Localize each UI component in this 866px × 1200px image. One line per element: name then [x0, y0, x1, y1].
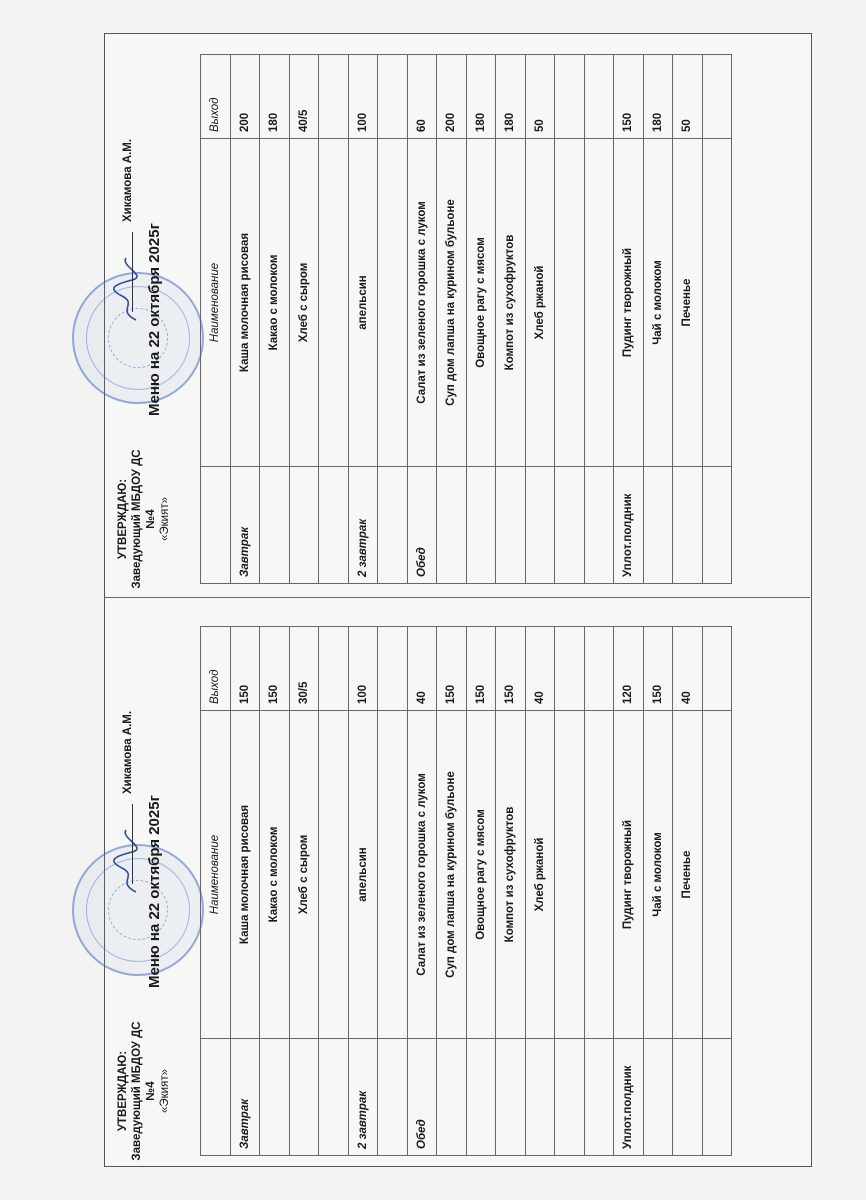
meal-cell: [437, 467, 467, 584]
output-value: 100: [348, 55, 378, 139]
dish-name: Печенье: [673, 711, 703, 1039]
table-row: [555, 627, 585, 1156]
dish-name: [378, 711, 408, 1039]
output-value: 150: [466, 627, 496, 711]
meal-cell: [289, 1039, 319, 1156]
table-row: [260, 627, 290, 1156]
output-value: 40: [407, 627, 437, 711]
output-value: 200: [437, 55, 467, 139]
meal-cell: [378, 1039, 408, 1156]
menu-title: Меню на 22 октября 2025г: [146, 795, 163, 988]
table-row: [496, 55, 526, 584]
dish-name: Печенье: [673, 139, 703, 467]
dish-name: Суп дом лапша на курином бульоне: [437, 139, 467, 467]
table-row: [230, 627, 260, 1156]
meal-cell: [584, 1039, 614, 1156]
output-value: 120: [614, 627, 644, 711]
dish-name: [555, 711, 585, 1039]
dish-name: Салат из зеленого горошка с луком: [407, 711, 437, 1039]
output-value: 180: [466, 55, 496, 139]
output-value: 150: [437, 627, 467, 711]
menu-copy-1: [110, 614, 812, 1166]
meal-cell: [525, 1039, 555, 1156]
output-value: [319, 55, 349, 139]
table-row: [260, 55, 290, 584]
dish-name: [319, 711, 349, 1039]
table-row: [584, 627, 614, 1156]
dish-name: Суп дом лапша на курином бульоне: [437, 711, 467, 1039]
dish-name: Хлеб с сыром: [289, 711, 319, 1039]
meal-cell: Завтрак: [230, 467, 260, 584]
meal-cell: [643, 467, 673, 584]
dish-name: [584, 711, 614, 1039]
output-value: 50: [673, 55, 703, 139]
org-line: Заведующий МБДОУ ДС №4: [131, 1021, 157, 1161]
table-row: [525, 55, 555, 584]
header-output: Выход: [201, 627, 231, 711]
table-row: [702, 627, 732, 1156]
table-row: [378, 627, 408, 1156]
dish-name: [555, 139, 585, 467]
dish-name: апельсин: [348, 139, 378, 467]
meal-cell: [289, 467, 319, 584]
output-value: 40: [525, 627, 555, 711]
meal-cell: [525, 467, 555, 584]
director-name: Хикамова А.М.: [122, 710, 134, 794]
output-value: 100: [348, 627, 378, 711]
table-row: [437, 627, 467, 1156]
table-row: [348, 627, 378, 1156]
output-value: 150: [643, 627, 673, 711]
dish-name: Компот из сухофруктов: [496, 139, 526, 467]
output-value: 50: [525, 55, 555, 139]
meal-cell: Обед: [407, 467, 437, 584]
output-value: 200: [230, 55, 260, 139]
meal-cell: [673, 1039, 703, 1156]
output-value: 40: [673, 627, 703, 711]
meal-cell: [673, 467, 703, 584]
table-row: [466, 55, 496, 584]
menu-title: Меню на 22 октября 2025г: [146, 223, 163, 416]
signature-line: [132, 232, 133, 312]
table-row: [319, 627, 349, 1156]
table-row: [289, 627, 319, 1156]
meal-cell: Уплот.полдник: [614, 467, 644, 584]
meal-cell: [496, 1039, 526, 1156]
output-value: [584, 55, 614, 139]
output-value: 150: [230, 627, 260, 711]
meal-cell: [378, 467, 408, 584]
menu-table: [200, 626, 732, 1156]
header-output: Выход: [201, 55, 231, 139]
signature: [112, 826, 142, 896]
dish-name: [702, 711, 732, 1039]
dish-name: [319, 139, 349, 467]
dish-name: апельсин: [348, 711, 378, 1039]
meal-cell: [555, 1039, 585, 1156]
dish-name: [584, 139, 614, 467]
meal-cell: Уплот.полдник: [614, 1039, 644, 1156]
dish-name: Пудинг творожный: [614, 711, 644, 1039]
output-value: 30/5: [289, 627, 319, 711]
dish-name: Каша молочная рисовая: [230, 711, 260, 1039]
meal-cell: [584, 467, 614, 584]
dish-name: Хлеб ржаной: [525, 711, 555, 1039]
output-value: 180: [643, 55, 673, 139]
table-row: [289, 55, 319, 584]
meal-cell: [466, 467, 496, 584]
table-row: [643, 627, 673, 1156]
meal-cell: [496, 467, 526, 584]
table-row: [496, 627, 526, 1156]
dish-name: Чай с молоком: [643, 139, 673, 467]
output-value: [555, 55, 585, 139]
table-row: [378, 55, 408, 584]
approval-block: [116, 1016, 172, 1166]
signature-line: [132, 804, 133, 884]
table-row: [673, 55, 703, 584]
menu-table: [200, 54, 732, 584]
table-row: [702, 55, 732, 584]
meal-cell: [260, 1039, 290, 1156]
table-row: [230, 55, 260, 584]
meal-cell: [702, 1039, 732, 1156]
signature: [112, 254, 142, 324]
output-value: 150: [614, 55, 644, 139]
output-value: [378, 55, 408, 139]
header-meal: [201, 1039, 231, 1156]
table-header-row: [201, 55, 231, 584]
table-row: [319, 55, 349, 584]
meal-cell: [643, 1039, 673, 1156]
header-meal: [201, 467, 231, 584]
dish-name: Какао с молоком: [260, 139, 290, 467]
dish-name: Хлеб ржаной: [525, 139, 555, 467]
approve-label: УТВЕРЖДАЮ:: [117, 1050, 129, 1132]
meal-cell: [319, 467, 349, 584]
header-name: Наименование: [201, 711, 231, 1039]
meal-cell: [466, 1039, 496, 1156]
dish-name: [702, 139, 732, 467]
table-row: [643, 55, 673, 584]
table-row: [407, 627, 437, 1156]
table-row: [348, 55, 378, 584]
menu-copy-2: [110, 42, 812, 594]
output-value: [702, 55, 732, 139]
table-row: [614, 55, 644, 584]
output-value: 60: [407, 55, 437, 139]
dish-name: Хлеб с сыром: [289, 139, 319, 467]
dish-name: Каша молочная рисовая: [230, 139, 260, 467]
dish-name: [378, 139, 408, 467]
dish-name: Салат из зеленого горошка с луком: [407, 139, 437, 467]
dish-name: Компот из сухофруктов: [496, 711, 526, 1039]
org-line: Заведующий МБДОУ ДС №4: [131, 449, 157, 589]
org-name: «Экият»: [159, 497, 171, 542]
meal-cell: [260, 467, 290, 584]
dish-name: Овощное рагу с мясом: [466, 711, 496, 1039]
org-name: «Экият»: [159, 1069, 171, 1114]
approval-block: [116, 444, 172, 594]
approve-label: УТВЕРЖДАЮ:: [117, 478, 129, 560]
table-row: [584, 55, 614, 584]
meal-cell: Обед: [407, 1039, 437, 1156]
output-value: 40/5: [289, 55, 319, 139]
output-value: [319, 627, 349, 711]
meal-cell: 2 завтрак: [348, 1039, 378, 1156]
table-row: [555, 55, 585, 584]
dish-name: Чай с молоком: [643, 711, 673, 1039]
output-value: [702, 627, 732, 711]
table-row: [673, 627, 703, 1156]
header-name: Наименование: [201, 139, 231, 467]
table-row: [525, 627, 555, 1156]
meal-cell: [555, 467, 585, 584]
meal-cell: [319, 1039, 349, 1156]
table-row: [614, 627, 644, 1156]
director-name: Хикамова А.М.: [122, 138, 134, 222]
output-value: 150: [496, 627, 526, 711]
output-value: 180: [260, 55, 290, 139]
meal-cell: [702, 467, 732, 584]
meal-cell: 2 завтрак: [348, 467, 378, 584]
meal-cell: Завтрак: [230, 1039, 260, 1156]
dish-name: Пудинг творожный: [614, 139, 644, 467]
page-divider: [104, 597, 810, 598]
table-header-row: [201, 627, 231, 1156]
table-row: [466, 627, 496, 1156]
dish-name: Какао с молоком: [260, 711, 290, 1039]
dish-name: Овощное рагу с мясом: [466, 139, 496, 467]
table-row: [407, 55, 437, 584]
output-value: 180: [496, 55, 526, 139]
output-value: [584, 627, 614, 711]
meal-cell: [437, 1039, 467, 1156]
table-row: [437, 55, 467, 584]
output-value: [555, 627, 585, 711]
output-value: [378, 627, 408, 711]
output-value: 150: [260, 627, 290, 711]
